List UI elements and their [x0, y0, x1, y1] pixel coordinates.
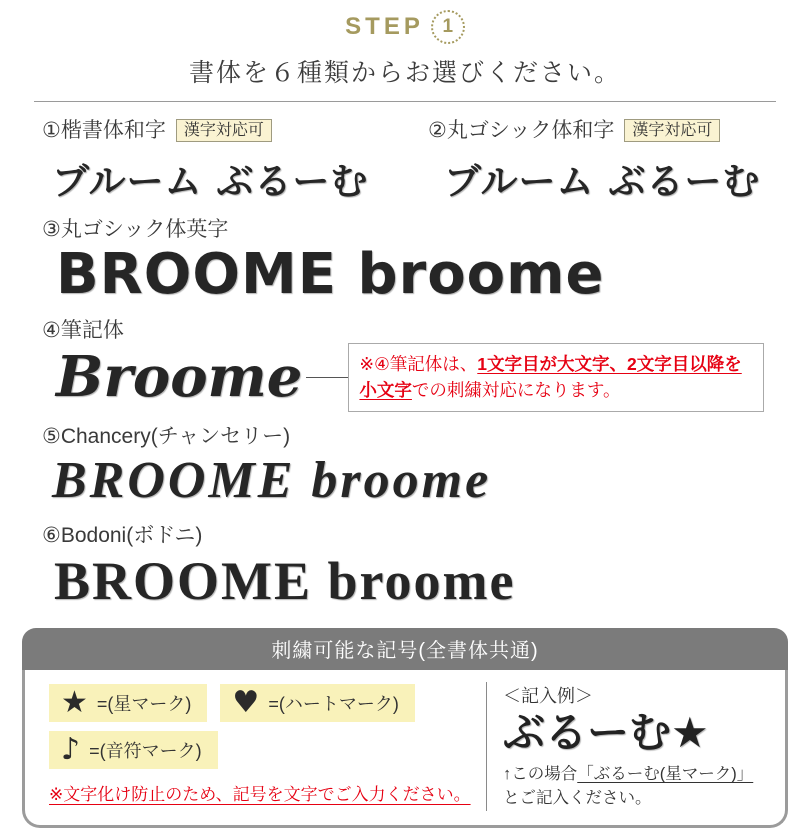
symbol-chip-music-note [49, 731, 218, 769]
script-sample-row [42, 343, 772, 412]
symbol-label: =(音符マーク) [89, 740, 202, 761]
font-option-6 [42, 523, 772, 612]
symbols-panel-body [22, 670, 788, 828]
font-sample: BROOME broome [54, 550, 516, 611]
page-title: 書体を６種類からお選びください。 [188, 59, 621, 87]
step-number-badge: 1 [431, 10, 465, 44]
note-text: ※④筆記体は、 [359, 354, 478, 375]
font-label [42, 424, 772, 449]
font-name: ③丸ゴシック体英字 [42, 218, 229, 242]
symbol-chip-star [49, 684, 207, 722]
symbols-panel [22, 628, 788, 828]
font-option-3 [42, 217, 772, 306]
font-name: ④筆記体 [42, 318, 124, 342]
font-sample: BROOME broome [52, 451, 492, 509]
symbol-label: =(星マーク) [96, 693, 192, 714]
example-caption [503, 763, 753, 811]
font-option-5 [42, 424, 772, 511]
mojibake-warning: ※文字化け防止のため、記号を文字でご入力ください。 [49, 784, 471, 804]
font-sample: Broome [56, 344, 303, 411]
font-option-1 [42, 118, 386, 205]
font-sample: BROOME broome [56, 242, 605, 308]
symbols-list [35, 682, 487, 811]
symbol-chip-heart [220, 684, 414, 722]
connector-line [306, 377, 348, 378]
kanji-support-badge: 漢字対応可 [176, 119, 272, 142]
font-label [42, 523, 772, 548]
font-row-1 [42, 118, 772, 205]
font-name: ①楷書体和字 [42, 119, 166, 142]
font-sample: ブルーム ぶるーむ [52, 159, 369, 204]
symbol-label: =(ハートマーク) [268, 693, 399, 714]
font-name: ⑥Bodoni(ボドニ) [42, 523, 203, 547]
caption-quoted: 「ぶるーむ(星マーク)」 [577, 765, 754, 784]
font-label [42, 318, 772, 343]
font-sample: ブルーム ぶるーむ [444, 160, 761, 204]
caption-line2: とご記入ください。 [503, 789, 652, 808]
font-list [0, 102, 810, 612]
symbols-row-2 [49, 731, 474, 769]
font-option-2 [428, 118, 772, 205]
symbols-row-1 [49, 684, 474, 722]
example-sample: ぶるーむ★ [503, 707, 709, 757]
kanji-support-badge: 漢字対応可 [624, 119, 720, 142]
font-name: ②丸ゴシック体和字 [428, 119, 615, 142]
star-icon: ★ [61, 684, 88, 720]
font-label [42, 217, 772, 242]
step-label: STEP [345, 13, 424, 40]
note-emphasis: 1文字目が大文字、2文字目以降を小文字 [359, 354, 742, 401]
script-note-box [348, 343, 764, 412]
font-label [42, 118, 386, 143]
symbols-panel-title: 刺繍可能な記号(全書体共通) [22, 628, 788, 670]
font-label [428, 118, 772, 143]
example-title: ＜記入例＞ [503, 685, 593, 706]
font-option-4 [42, 318, 772, 412]
heart-icon: ♥ [232, 684, 260, 720]
note-text: での刺繍対応になります。 [411, 380, 621, 401]
step-header [0, 0, 810, 44]
entry-example [487, 682, 753, 811]
font-name: ⑤Chancery(チャンセリー) [42, 424, 291, 448]
caption-prefix: ↑この場合 [503, 765, 578, 784]
music-note-icon: ♪ [61, 731, 81, 767]
